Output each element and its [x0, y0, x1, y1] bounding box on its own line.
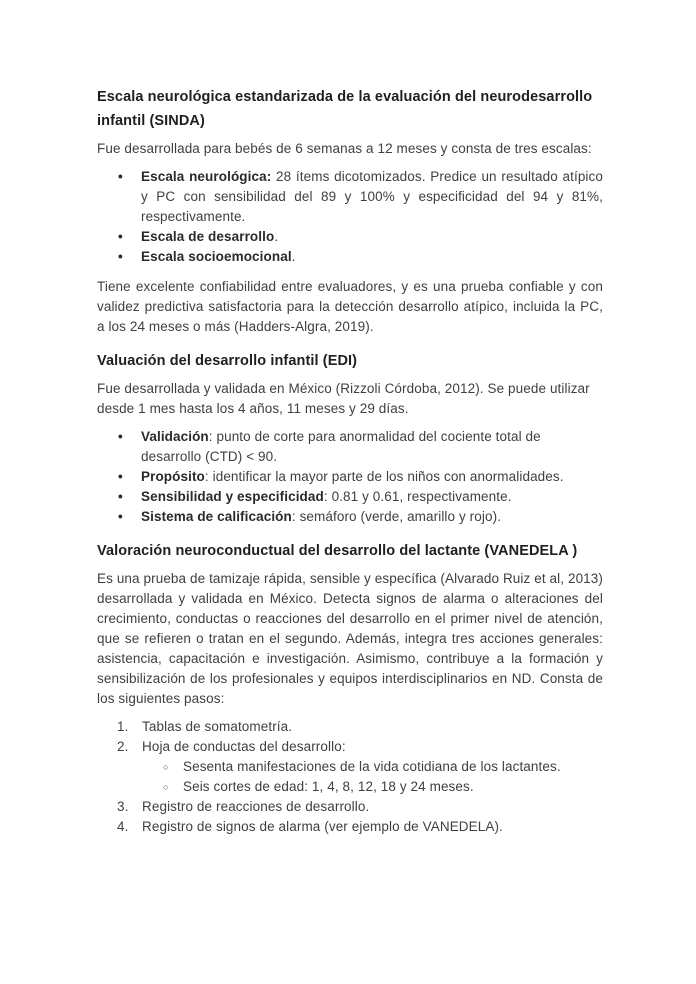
list-item	[97, 227, 603, 247]
numbered-list-vanedela-steps	[97, 717, 603, 837]
circle-bullet-icon: ○	[163, 762, 169, 772]
paragraph-edi-intro: Fue desarrollada y validada en México (Rizzoli Córdoba, 2012). Se puede utilizar desde 1 mes hasta los 4 años, 11 meses y 29 días.	[97, 381, 590, 416]
list-item-bold-lead: Escala neurológica:	[141, 169, 272, 184]
bullet-icon: •	[118, 229, 123, 244]
list-number: 4.	[117, 819, 129, 834]
bullet-icon: •	[118, 469, 123, 484]
section-heading-edi: Valuación del desarrollo infantil (EDI)	[97, 353, 358, 369]
list-number: 3.	[117, 799, 129, 814]
section-heading-sinda: Escala neurológica estandarizada de la evaluación del neurodesarrollo infantil (SINDA)	[97, 89, 593, 129]
numbered-list-item	[97, 817, 603, 837]
paragraph-sinda-reliability: Tiene excelente confiabilidad entre evaluadores, y es una prueba confiable y con validez predictiva satisfactoria para la detección desarrollo atípico, incluida la PC, a los 24 meses o más (Hadders-Algra, 2019).	[97, 279, 603, 334]
bullet-list-edi-features	[97, 427, 603, 527]
sub-bullet-text: Seis cortes de edad: 1, 4, 8, 12, 18 y 24 meses.	[183, 779, 474, 794]
list-item-bold-lead: Escala socioemocional	[141, 249, 292, 264]
list-item-text: Registro de reacciones de desarrollo.	[142, 799, 370, 814]
list-item-text	[141, 467, 603, 487]
bullet-icon: •	[118, 169, 123, 184]
bullet-icon: •	[118, 429, 123, 444]
list-item-text	[141, 227, 603, 247]
list-item-rest: .	[274, 229, 279, 244]
list-item-text	[141, 507, 603, 527]
paragraph-sinda-intro: Fue desarrollada para bebés de 6 semanas a 12 meses y consta de tres escalas:	[97, 141, 592, 156]
bullet-list-sinda-scales	[97, 167, 603, 267]
list-item	[97, 467, 603, 487]
list-item-rest: .	[291, 249, 296, 264]
list-item-bold-lead: Validación	[141, 429, 209, 444]
sub-bullet-item	[163, 757, 603, 777]
list-number: 2.	[117, 739, 129, 754]
list-item	[97, 507, 603, 527]
list-item-rest: : punto de corte para anormalidad del cociente total de desarrollo (CTD) < 90.	[141, 429, 541, 464]
list-item-text: Tablas de somatometría.	[142, 719, 293, 734]
list-item-text: Registro de signos de alarma (ver ejemplo de VANEDELA).	[142, 819, 503, 834]
paragraph-vanedela-intro: Es una prueba de tamizaje rápida, sensible y específica (Alvarado Ruiz et al, 2013) desarrollada y validada en México. Detecta signos de alarma o alteraciones del crecimiento, conductas o reacciones del desarrollo en el primer nivel de atención, que se refieren o tratan en el segundo. Además, integra tres acciones generales: asistencia, capacitación e investigación. Asimismo, contribuye a la formación y sensibilización de los profesionales y equipos interdisciplinarios en ND. Consta de los siguientes pasos:	[97, 571, 603, 706]
list-item-bold-lead: Escala de desarrollo	[141, 229, 275, 244]
list-item-rest: 28 ítems dicotomizados. Predice un resultado atípico y PC con sensibilidad del 89 y 100% y especificidad del 94 y 81%, respectivamente.	[141, 169, 603, 224]
bullet-icon: •	[118, 249, 123, 264]
circle-bullet-icon: ○	[163, 782, 169, 792]
sub-bullet-item	[163, 777, 603, 797]
list-item-bold-lead: Sensibilidad y especificidad	[141, 489, 324, 504]
sub-bullet-text: Sesenta manifestaciones de la vida cotidiana de los lactantes.	[183, 759, 561, 774]
list-item	[97, 487, 603, 507]
bullet-icon: •	[118, 509, 123, 524]
list-item	[97, 167, 603, 227]
list-item-text	[141, 167, 603, 227]
bullet-icon: •	[118, 489, 123, 504]
section-heading-vanedela: Valoración neuroconductual del desarrollo del lactante (VANEDELA )	[97, 543, 578, 559]
list-item-rest: : 0.81 y 0.61, respectivamente.	[323, 489, 512, 504]
list-item-bold-lead: Propósito	[141, 469, 205, 484]
list-item-text	[141, 487, 603, 507]
list-number: 1.	[117, 719, 129, 734]
list-item-text	[141, 247, 603, 267]
list-item	[97, 247, 603, 267]
list-item-text: Hoja de conductas del desarrollo:	[142, 739, 346, 754]
list-item-text	[141, 427, 603, 467]
list-item-rest: : identificar la mayor parte de los niños con anormalidades.	[204, 469, 564, 484]
list-item-rest: : semáforo (verde, amarillo y rojo).	[291, 509, 502, 524]
numbered-list-item	[97, 797, 603, 817]
list-item-bold-lead: Sistema de calificación	[141, 509, 292, 524]
list-item	[97, 427, 603, 467]
numbered-list-item	[97, 737, 603, 757]
numbered-list-item	[97, 717, 603, 737]
